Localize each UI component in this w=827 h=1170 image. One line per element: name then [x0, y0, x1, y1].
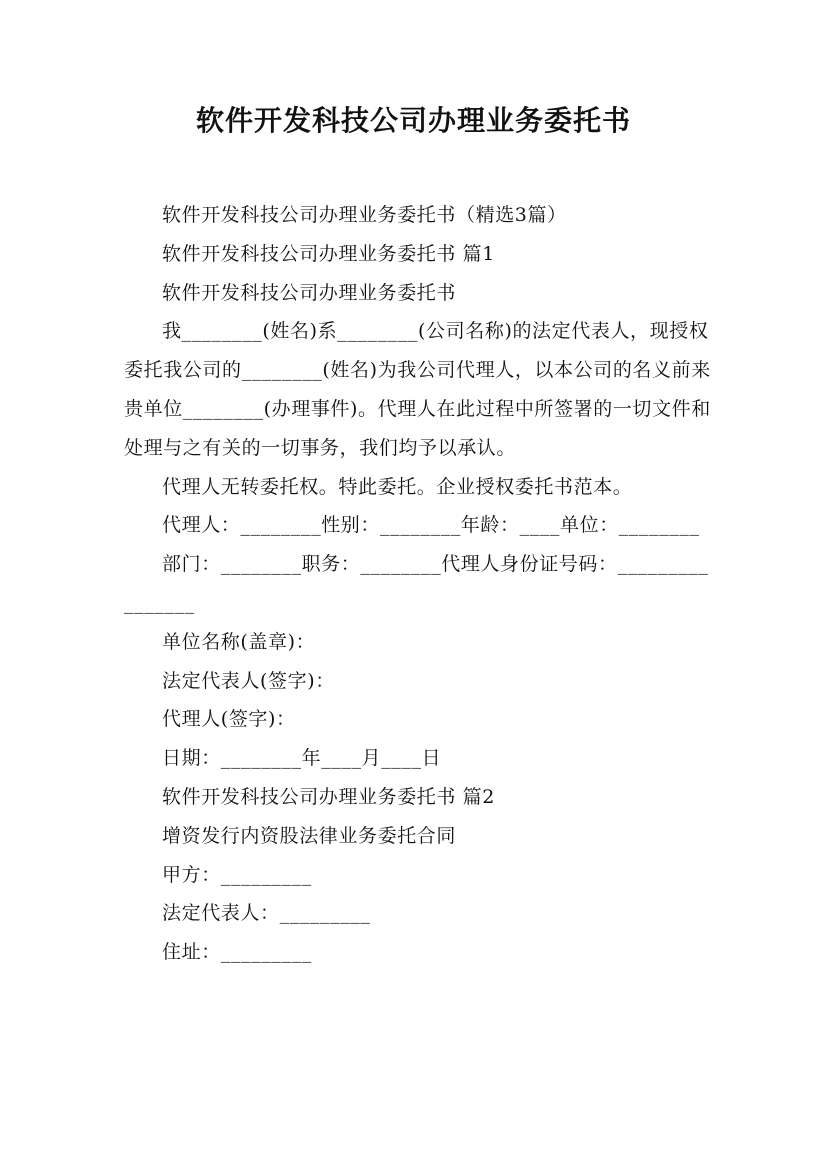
paragraph-subtitle: 软件开发科技公司办理业务委托书（精选3篇）: [162, 204, 567, 226]
document-body: [124, 196, 714, 972]
paragraph-party-a: 甲方：_________: [162, 863, 312, 886]
paragraph-agent-signature: 代理人(签字)：: [162, 708, 296, 731]
paragraph-party-a-legal-rep: 法定代表人：_________: [162, 902, 371, 925]
paragraph-company-seal: 单位名称(盖章)：: [162, 630, 316, 653]
paragraph-section-2-heading: 软件开发科技公司办理业务委托书 篇2: [162, 785, 495, 808]
paragraph-agent-info: 代理人：________性别：________年龄：____单位：________: [162, 514, 700, 537]
paragraph-authorization: 我________(姓名)系________(公司名称)的法定代表人，现授权委托我公司的________(姓名)为我公司代理人，以本公司的名义前来贵单位________(办理事件)。代理人在此过程中所签署的一切文件和处理与之有关的一切事务，我们均予以承认。: [124, 320, 711, 459]
paragraph-department-info: 部门：________职务：________代理人身份证号码：________________: [124, 553, 709, 614]
paragraph-letter-title: 软件开发科技公司办理业务委托书: [162, 281, 457, 304]
paragraph-date: 日期：________年____月____日: [162, 747, 442, 770]
paragraph-party-a-address: 住址：_________: [162, 941, 312, 964]
paragraph-contract-title: 增资发行内资股法律业务委托合同: [162, 824, 457, 847]
paragraph-no-subdelegation: 代理人无转委托权。特此委托。企业授权委托书范本。: [162, 475, 633, 498]
paragraph-section-1-heading: 软件开发科技公司办理业务委托书 篇1: [162, 242, 495, 265]
paragraph-legal-rep-signature: 法定代表人(签字)：: [162, 669, 335, 692]
document-title: 软件开发科技公司办理业务委托书: [195, 104, 631, 137]
